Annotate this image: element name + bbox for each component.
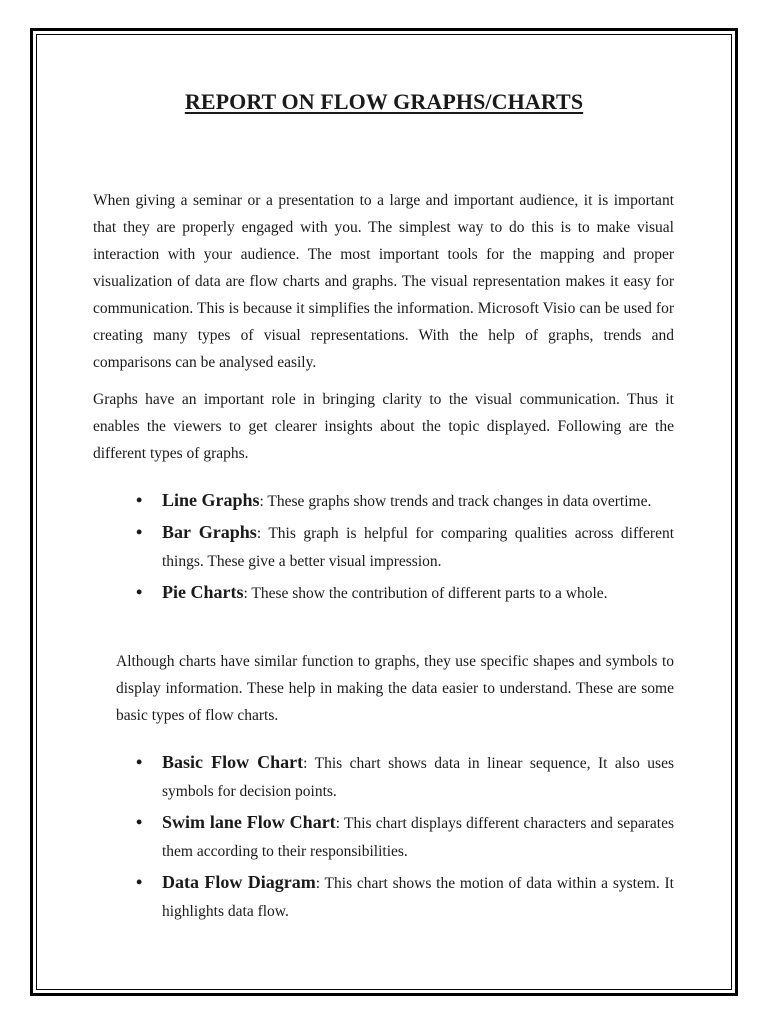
document-title: REPORT ON FLOW GRAPHS/CHARTS bbox=[184, 89, 584, 114]
list-item-description: : This graph is helpful for comparing qualities across different things. These give a better visual impression. bbox=[162, 525, 675, 570]
graph-types-list bbox=[132, 486, 674, 610]
bullet-icon: • bbox=[136, 872, 143, 892]
bullet-icon: • bbox=[136, 812, 143, 832]
list-item-description: : This chart shows data in linear sequence, It also uses symbols for decision points. bbox=[162, 755, 674, 800]
list-item-term: Pie Charts bbox=[162, 582, 244, 602]
list-item bbox=[132, 808, 674, 866]
list-item-term: Line Graphs bbox=[162, 490, 260, 510]
graphs-paragraph: Graphs have an important role in bringing clarity to the visual communication. Thus it enables the viewers to get clearer insights about the topic displayed. Following are the different types of graphs. bbox=[93, 391, 674, 462]
list-item-term: Swim lane Flow Chart bbox=[162, 812, 336, 832]
flow-chart-types-list bbox=[132, 748, 674, 928]
list-item-term: Bar Graphs bbox=[162, 522, 257, 542]
list-item-term: Data Flow Diagram bbox=[162, 872, 316, 892]
list-item-description: : This chart displays different characters and separates them according to their responsibilities. bbox=[162, 815, 675, 860]
bullet-icon: • bbox=[136, 522, 143, 542]
list-item bbox=[132, 486, 674, 516]
list-item-term: Basic Flow Chart bbox=[162, 752, 304, 772]
list-item bbox=[132, 518, 674, 576]
list-item bbox=[132, 748, 674, 806]
list-item-description: : These show the contribution of different parts to a whole. bbox=[243, 585, 608, 602]
intro-paragraph: When giving a seminar or a presentation to a large and important audience, it is important that they are properly engaged with you. The simplest way to do this is to make visual interaction with your audience. The most important tools for the mapping and proper visualization of data are flow charts and graphs. The visual representation makes it easy for communication. This is because it simplifies the information. Microsoft Visio can be used for creating many types of visual representations. With the help of graphs, trends and comparisons can be analysed easily. bbox=[93, 192, 674, 371]
list-item-description: : These graphs show trends and track changes in data overtime. bbox=[259, 493, 652, 510]
list-item-description: : This chart shows the motion of data within a system. It highlights data flow. bbox=[162, 875, 674, 920]
charts-paragraph: Although charts have similar function to graphs, they use specific shapes and symbols to display information. These help in making the data easier to understand. These are some basic types of flow charts. bbox=[116, 653, 674, 724]
bullet-icon: • bbox=[136, 490, 143, 510]
list-item bbox=[132, 578, 674, 608]
bullet-icon: • bbox=[136, 582, 143, 602]
list-item bbox=[132, 868, 674, 926]
bullet-icon: • bbox=[136, 752, 143, 772]
